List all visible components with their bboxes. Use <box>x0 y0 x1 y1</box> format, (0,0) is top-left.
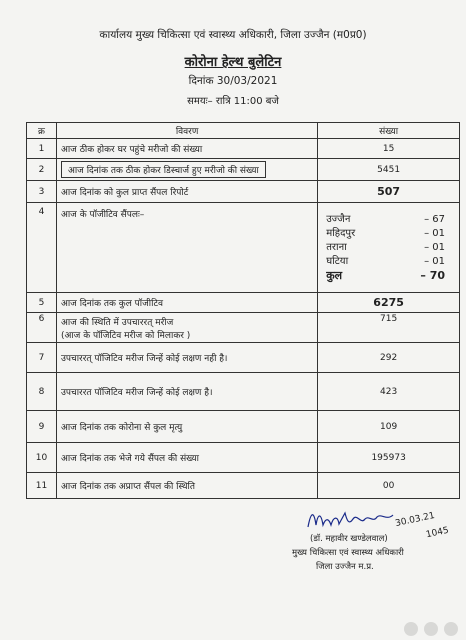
row-sn: 9 <box>27 411 57 443</box>
table-row <box>27 411 460 443</box>
district-name: घटिया <box>326 255 349 267</box>
bulletin-table <box>26 122 460 499</box>
row-desc <box>56 159 317 181</box>
row-desc: आज दिनांक तक भेजे गये सैंपल की संख्या <box>56 443 317 473</box>
district-value: – 01 <box>424 227 445 239</box>
table-row <box>27 473 460 499</box>
district-value: – 67 <box>424 213 445 225</box>
row-value: 507 <box>318 181 460 203</box>
row-desc: आज दिनांक तक कुल पॉजीटिव <box>56 293 317 313</box>
row-desc-line: आज की स्थिति में उपचाररत् मरीज <box>60 317 174 328</box>
col-header-desc: विवरण <box>56 123 317 139</box>
row-desc: आज दिनांक को कुल प्राप्त सैंपल रिपोर्ट <box>56 181 317 203</box>
pagination-dot[interactable] <box>444 622 458 636</box>
table-row <box>27 373 460 411</box>
district-value: – 70 <box>420 268 445 282</box>
row-desc: आज दिनांक तक अप्राप्त सैंपल की स्थिति <box>56 473 317 499</box>
row-value: 109 <box>318 411 460 443</box>
row-desc: आज दिनांक तक कोरोना से कुल मृत्यु <box>56 411 317 443</box>
row-sn: 6 <box>27 313 57 343</box>
row-desc-text: आज दिनांक तक ठीक होकर डिस्चार्ज हुए मरीजो की संख्या <box>61 161 266 178</box>
table-header-row <box>27 123 460 139</box>
district-list <box>318 203 460 293</box>
row-sn: 3 <box>27 181 57 203</box>
signatory-designation: मुख्य चिकित्सा एवं स्वास्थ्य अधिकारी <box>292 548 404 558</box>
table-row <box>27 139 460 159</box>
row-desc: आज ठीक होकर घर पहुंचे मरीजो की संख्या <box>56 139 317 159</box>
bulletin-date: दिनांक 30/03/2021 <box>188 75 278 87</box>
table-row <box>27 343 460 373</box>
table-row <box>27 443 460 473</box>
signature-date: 30.03.21 <box>394 510 436 530</box>
district-name: कुल <box>326 268 343 282</box>
pagination-dot[interactable] <box>404 622 418 636</box>
signatory-place: जिला उज्जैन म.प्र. <box>316 562 374 572</box>
district-row <box>322 241 455 255</box>
district-total-row <box>322 269 455 283</box>
signature-scrawl <box>305 507 395 533</box>
row-sn: 7 <box>27 343 57 373</box>
row-sn: 4 <box>27 203 57 293</box>
row-value: 715 <box>318 313 460 343</box>
district-name: तराना <box>326 241 347 253</box>
bulletin-time: समयः– रात्रि 11:00 बजे <box>187 96 279 107</box>
row-sn: 5 <box>27 293 57 313</box>
pagination-dots <box>404 622 458 636</box>
district-row <box>322 227 455 241</box>
row-value: 6275 <box>318 293 460 313</box>
table-row <box>27 293 460 313</box>
table-row <box>27 313 460 343</box>
row-value: 195973 <box>318 443 460 473</box>
row-sn: 10 <box>27 443 57 473</box>
row-sn: 2 <box>27 159 57 181</box>
row-desc: आज के पॉजीटिव सैंपलः– <box>56 203 317 293</box>
district-row <box>322 213 455 227</box>
row-value: 15 <box>318 139 460 159</box>
row-desc: उपचाररत् पॉजिटिव मरीज जिन्हें कोई लक्षण नही है। <box>56 343 317 373</box>
row-value: 292 <box>318 343 460 373</box>
table-row <box>27 203 460 293</box>
col-header-sn: क्र <box>27 123 57 139</box>
district-value: – 01 <box>424 255 445 267</box>
row-desc-line: (आज के पॉजिटिव मरीज को मिलाकर ) <box>60 330 191 341</box>
table-row <box>27 181 460 203</box>
bulletin-title: कोरोना हेल्थ बुलेटिन <box>184 55 282 70</box>
district-name: महिदपुर <box>326 227 356 239</box>
district-value: – 01 <box>424 241 445 253</box>
signatory-name: (डॉ. महावीर खण्डेलवाल) <box>310 534 388 544</box>
row-value: 423 <box>318 373 460 411</box>
col-header-count: संख्या <box>318 123 460 139</box>
row-sn: 8 <box>27 373 57 411</box>
row-value: 00 <box>318 473 460 499</box>
row-sn: 11 <box>27 473 57 499</box>
office-heading: कार्यालय मुख्य चिकित्सा एवं स्वास्थ्य अधिकारी, जिला उज्जैन (म0प्र0) <box>99 29 367 41</box>
district-name: उज्जैन <box>326 213 351 225</box>
pagination-dot[interactable] <box>424 622 438 636</box>
row-sn: 1 <box>27 139 57 159</box>
table-row <box>27 159 460 181</box>
row-value: 5451 <box>318 159 460 181</box>
row-desc: उपचाररत पॉजिटिव मरीज जिन्हें कोई लक्षण है। <box>56 373 317 411</box>
district-row <box>322 255 455 269</box>
row-desc <box>56 313 317 343</box>
signature-time: 1045 <box>425 525 450 541</box>
